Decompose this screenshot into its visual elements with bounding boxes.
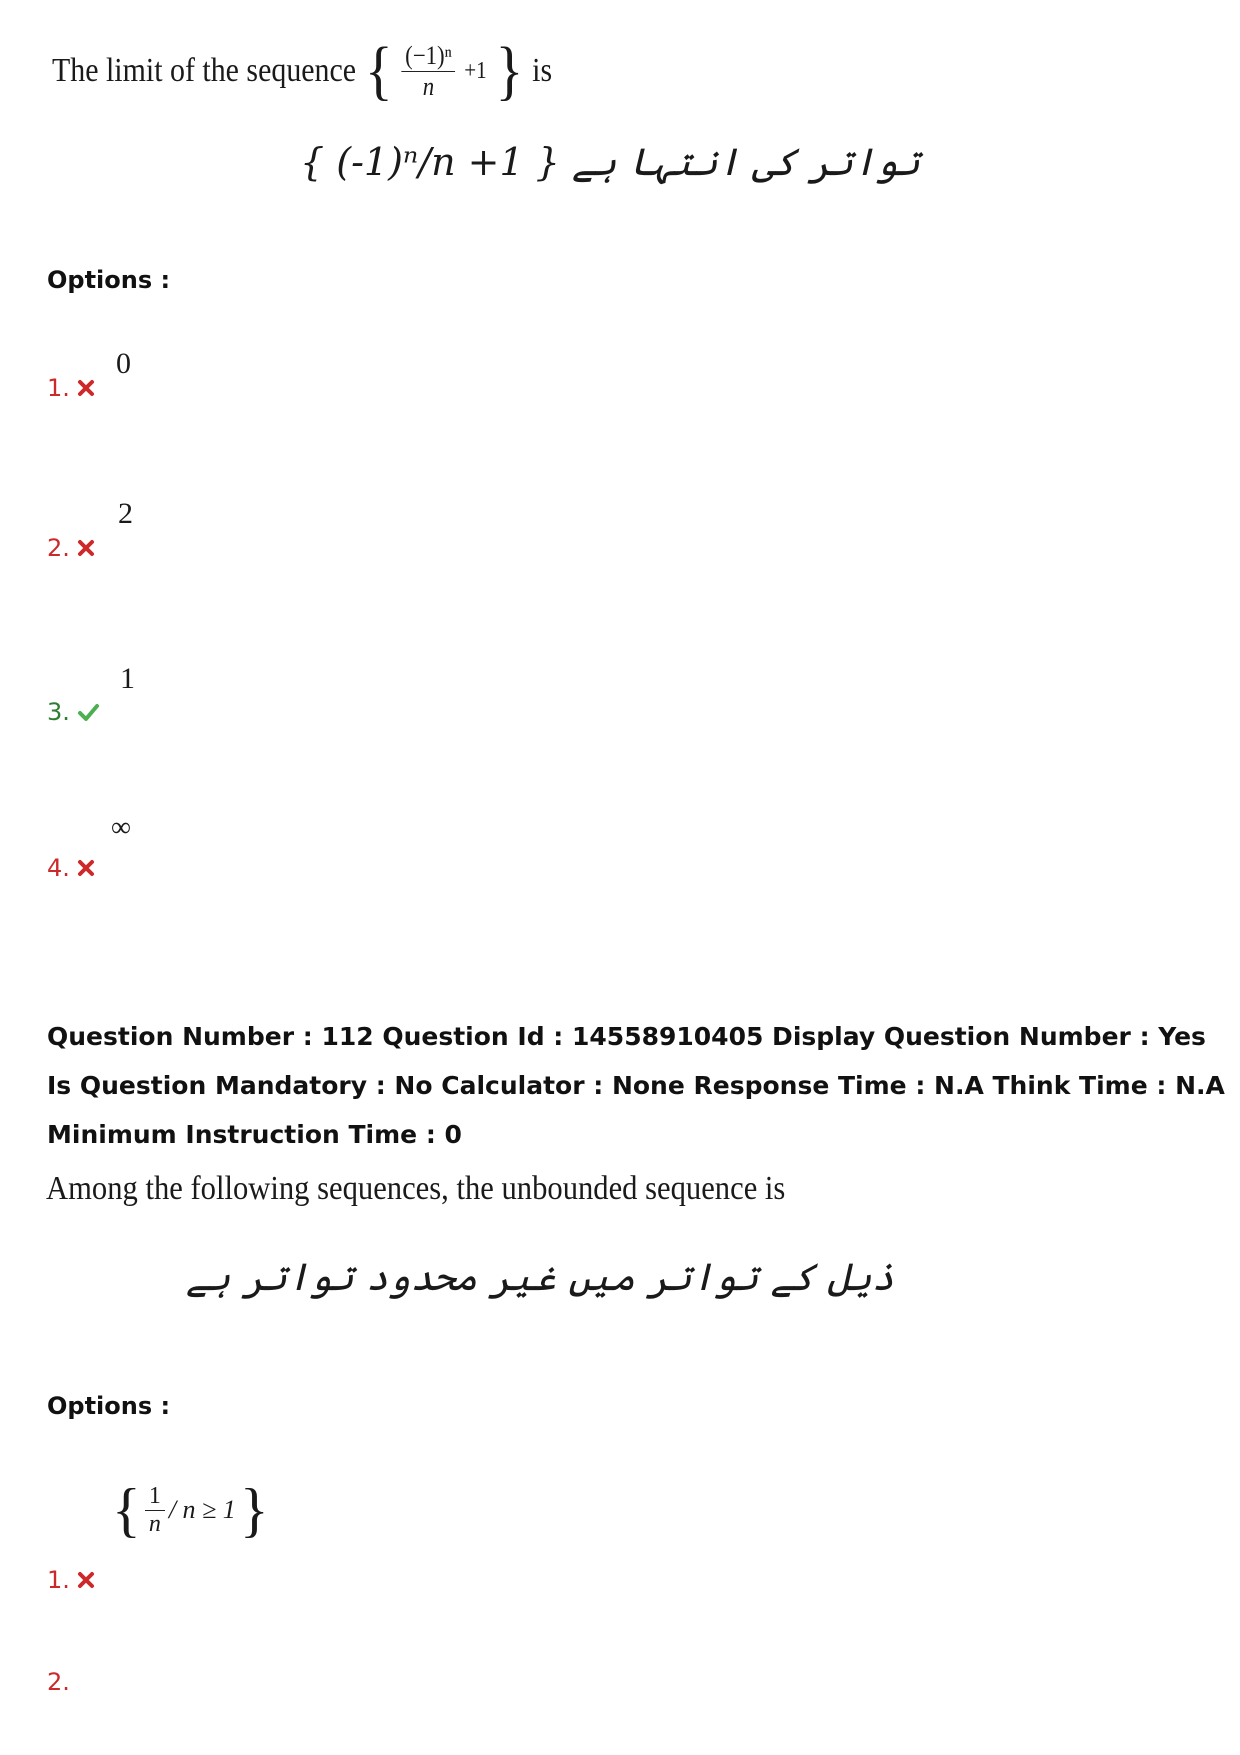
q1-option-2[interactable] <box>47 534 96 562</box>
q1-frac-num: (−1)ⁿ <box>402 41 456 72</box>
q1-urdu-handwritten: { (-1)ⁿ/n +1 } تواتر کی انتہا ہے <box>300 140 920 184</box>
q1-option-1-value: 0 <box>116 347 131 380</box>
q1-option-2-number: 2. <box>47 534 70 562</box>
q1-option-1-number: 1. <box>47 374 70 402</box>
cross-icon <box>76 378 96 398</box>
left-brace: { <box>364 34 393 107</box>
cross-icon <box>76 538 96 558</box>
q1-option-4-value: ∞ <box>111 812 131 843</box>
q2-option-2[interactable] <box>47 1668 70 1696</box>
q1-suffix: is <box>532 52 553 89</box>
q2-option-1-number: 1. <box>47 1566 70 1594</box>
q2-option-1-fraction <box>145 1483 165 1538</box>
q2-option-2-number: 2. <box>47 1668 70 1696</box>
q2-option-1-frac-num: 1 <box>145 1483 165 1511</box>
q1-fraction <box>402 41 456 102</box>
cross-icon <box>76 858 96 878</box>
right-brace: } <box>239 1477 269 1543</box>
q1-option-3-number: 3. <box>47 698 70 726</box>
check-icon <box>76 702 100 722</box>
q2-option-1-value <box>112 1477 269 1543</box>
cross-icon <box>76 1570 96 1590</box>
q1-option-4[interactable] <box>47 854 96 882</box>
q1-option-3[interactable] <box>47 698 100 726</box>
q2-option-1-frac-den: n <box>148 1510 161 1537</box>
q2-option-1[interactable] <box>47 1566 96 1594</box>
q1-option-4-number: 4. <box>47 854 70 882</box>
q1-prefix: The limit of the sequence <box>52 52 357 89</box>
left-brace: { <box>112 1477 141 1543</box>
q1-option-3-value: 1 <box>120 662 135 695</box>
q1-frac-den: n <box>422 71 435 101</box>
q2-option-1-condition: / n ≥ 1 <box>168 1495 236 1524</box>
q2-urdu-handwritten: ذیل کے تواتر میں غیر محدود تواتر ہے <box>186 1255 894 1299</box>
q1-option-1[interactable] <box>47 374 96 402</box>
q1-question-text <box>52 34 553 107</box>
q2-options-label: Options : <box>47 1392 171 1420</box>
q1-plus: +1 <box>464 57 487 84</box>
q2-meta-info: Question Number : 112 Question Id : 14558910405 Display Question Number : Yes Is Question Mandatory : No Calculator : None Response Time : N.A Think Time : N.A Minimum Instruction Time : 0 <box>47 1022 1225 1149</box>
q1-option-2-value: 2 <box>118 497 133 530</box>
q2-question-text: Among the following sequences, the unbounded sequence is <box>46 1170 786 1207</box>
q1-options-label: Options : <box>47 266 171 294</box>
right-brace: } <box>495 34 524 107</box>
